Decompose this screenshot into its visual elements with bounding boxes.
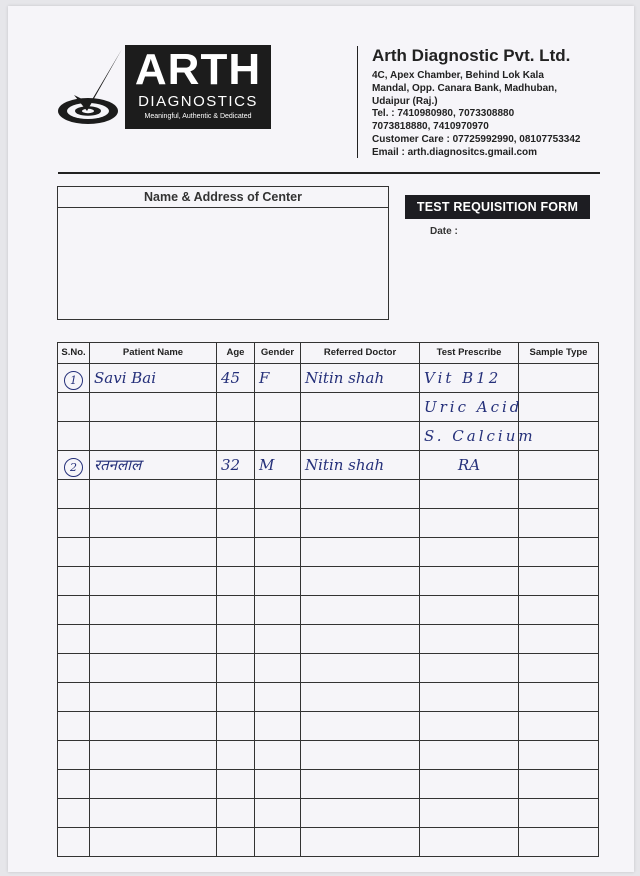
date-label: Date :	[430, 226, 458, 237]
cell-test	[420, 683, 519, 712]
cell-sample	[519, 654, 599, 683]
cell-test	[420, 712, 519, 741]
cell-age	[217, 451, 255, 480]
cell-gender	[255, 567, 301, 596]
cell-sample	[519, 828, 599, 857]
handwritten-gender: F	[259, 369, 270, 387]
cell-sno	[58, 799, 90, 828]
cell-sample	[519, 480, 599, 509]
cell-sample	[519, 393, 599, 422]
handwritten-sno: 1	[64, 371, 83, 390]
cell-test	[420, 596, 519, 625]
cell-doctor	[301, 828, 420, 857]
cell-sample	[519, 712, 599, 741]
cell-test	[420, 364, 519, 393]
handwritten-name: रतनलाल	[94, 456, 142, 474]
handwritten-name: Savi Bai	[94, 369, 157, 387]
cell-test	[420, 770, 519, 799]
cell-sample	[519, 596, 599, 625]
cell-name	[90, 654, 217, 683]
cell-sno	[58, 683, 90, 712]
company-info	[372, 46, 622, 160]
cell-test	[420, 741, 519, 770]
cell-name	[90, 538, 217, 567]
cell-name	[90, 712, 217, 741]
cell-gender	[255, 509, 301, 538]
table-row	[58, 683, 599, 712]
cell-doctor	[301, 654, 420, 683]
table-row	[58, 538, 599, 567]
cell-gender	[255, 712, 301, 741]
cell-sno	[58, 364, 90, 393]
cell-age	[217, 828, 255, 857]
cell-age	[217, 799, 255, 828]
center-address-box	[57, 186, 389, 320]
table-row	[58, 393, 599, 422]
cell-doctor	[301, 451, 420, 480]
cell-test	[420, 567, 519, 596]
cell-age	[217, 422, 255, 451]
table-row	[58, 596, 599, 625]
table-row	[58, 451, 599, 480]
handwritten-test: Vit B12	[424, 369, 502, 387]
table-row	[58, 654, 599, 683]
header-sample-type: Sample Type	[519, 343, 599, 364]
tel-line: Tel. : 7410980980, 7073308880	[372, 108, 515, 120]
address-line: Mandal, Opp. Canara Bank, Madhuban,	[372, 82, 558, 94]
cell-test	[420, 509, 519, 538]
cell-sno	[58, 422, 90, 451]
brand-sub: DIAGNOSTICS	[138, 93, 258, 110]
cell-gender	[255, 393, 301, 422]
cell-age	[217, 654, 255, 683]
handwritten-age: 32	[221, 456, 241, 474]
cell-sample	[519, 625, 599, 654]
table-row	[58, 741, 599, 770]
handwritten-doctor: Nitin shah	[305, 369, 385, 387]
cell-test	[420, 538, 519, 567]
cell-test	[420, 422, 536, 451]
cell-gender	[255, 625, 301, 654]
cell-age	[217, 538, 255, 567]
cell-sample	[519, 741, 599, 770]
table-row	[58, 828, 599, 857]
cell-sample	[519, 567, 599, 596]
cell-doctor	[301, 683, 420, 712]
cell-sno	[58, 741, 90, 770]
handwritten-doctor: Nitin shah	[305, 456, 385, 474]
form-title: TEST REQUISITION FORM	[405, 195, 590, 219]
address-line: Udaipur (Raj.)	[372, 95, 438, 107]
cell-doctor	[301, 538, 420, 567]
cell-gender	[255, 799, 301, 828]
cell-name	[90, 799, 217, 828]
cell-gender	[255, 596, 301, 625]
cell-sample	[519, 538, 599, 567]
customer-care: Customer Care : 07725992990, 08107753342	[372, 133, 581, 145]
address-line: 4C, Apex Chamber, Behind Lok Kala	[372, 70, 544, 81]
handwritten-test: Uric Acid	[424, 398, 523, 416]
table-row	[58, 567, 599, 596]
header-patient-name: Patient Name	[90, 343, 217, 364]
brand-logo	[125, 45, 271, 129]
tel-line: 7073818880, 7410970970	[372, 121, 489, 133]
cell-sno	[58, 712, 90, 741]
patient-table	[57, 342, 599, 857]
cell-gender	[255, 451, 301, 480]
table-row	[58, 422, 599, 451]
cell-age	[217, 741, 255, 770]
cell-name	[90, 596, 217, 625]
cell-name	[90, 625, 217, 654]
cell-name	[90, 364, 217, 393]
cell-age	[217, 683, 255, 712]
cell-doctor	[301, 741, 420, 770]
cell-doctor	[301, 422, 420, 451]
cell-test	[420, 828, 519, 857]
header-gender: Gender	[255, 343, 301, 364]
cell-name	[90, 451, 217, 480]
email: Email : arth.diagnositcs.gmail.com	[372, 146, 538, 158]
table-row	[58, 509, 599, 538]
cell-test	[420, 480, 519, 509]
cell-sno	[58, 654, 90, 683]
cell-name	[90, 770, 217, 799]
header-divider	[357, 46, 358, 158]
target-check-logo-icon	[54, 45, 126, 129]
cell-name	[90, 828, 217, 857]
header-referred-doctor: Referred Doctor	[301, 343, 420, 364]
cell-sample	[519, 509, 599, 538]
cell-age	[217, 364, 255, 393]
brand-word: ARTH	[134, 45, 262, 94]
table-header-row	[58, 343, 599, 364]
cell-sno	[58, 770, 90, 799]
handwritten-sno: 2	[64, 458, 83, 477]
center-box-heading: Name & Address of Center	[58, 187, 388, 208]
cell-name	[90, 422, 217, 451]
cell-doctor	[301, 480, 420, 509]
cell-age	[217, 596, 255, 625]
cell-gender	[255, 654, 301, 683]
cell-test	[420, 393, 523, 422]
cell-test	[420, 625, 519, 654]
cell-gender	[255, 770, 301, 799]
cell-doctor	[301, 509, 420, 538]
cell-test	[420, 451, 519, 480]
cell-age	[217, 625, 255, 654]
cell-name	[90, 741, 217, 770]
brand-tagline: Meaningful, Authentic & Dedicated	[144, 113, 252, 120]
cell-age	[217, 480, 255, 509]
header-test-prescribe: Test Prescribe	[420, 343, 519, 364]
cell-sample	[519, 770, 599, 799]
cell-sno	[58, 393, 90, 422]
cell-doctor	[301, 712, 420, 741]
cell-age	[217, 770, 255, 799]
cell-gender	[255, 480, 301, 509]
cell-test	[420, 799, 519, 828]
cell-sno	[58, 451, 90, 480]
cell-age	[217, 712, 255, 741]
cell-doctor	[301, 393, 420, 422]
cell-age	[217, 393, 255, 422]
cell-name	[90, 393, 217, 422]
table-row	[58, 770, 599, 799]
handwritten-age: 45	[221, 369, 241, 387]
cell-sno	[58, 625, 90, 654]
cell-sample	[519, 799, 599, 828]
header-rule	[58, 172, 600, 174]
cell-sample	[519, 364, 599, 393]
table-row	[58, 480, 599, 509]
cell-doctor	[301, 625, 420, 654]
cell-name	[90, 480, 217, 509]
handwritten-gender: M	[259, 456, 275, 474]
cell-age	[217, 567, 255, 596]
cell-sample	[519, 451, 599, 480]
cell-test	[420, 654, 519, 683]
cell-name	[90, 509, 217, 538]
cell-age	[217, 509, 255, 538]
header-age: Age	[217, 343, 255, 364]
handwritten-test: RA	[457, 456, 481, 474]
table-row	[58, 799, 599, 828]
cell-sno	[58, 538, 90, 567]
cell-sno	[58, 567, 90, 596]
table-row	[58, 712, 599, 741]
cell-doctor	[301, 364, 420, 393]
table-row	[58, 364, 599, 393]
cell-gender	[255, 538, 301, 567]
cell-doctor	[301, 567, 420, 596]
company-name: Arth Diagnostic Pvt. Ltd.	[372, 46, 571, 65]
header-sno: S.No.	[58, 343, 90, 364]
cell-sample	[519, 683, 599, 712]
cell-gender	[255, 828, 301, 857]
cell-sno	[58, 509, 90, 538]
cell-gender	[255, 422, 301, 451]
cell-sno	[58, 480, 90, 509]
cell-doctor	[301, 799, 420, 828]
cell-sno	[58, 828, 90, 857]
cell-name	[90, 683, 217, 712]
handwritten-test: S. Calcium	[424, 427, 536, 445]
cell-gender	[255, 364, 301, 393]
cell-gender	[255, 683, 301, 712]
cell-doctor	[301, 596, 420, 625]
cell-name	[90, 567, 217, 596]
cell-doctor	[301, 770, 420, 799]
cell-gender	[255, 741, 301, 770]
cell-sno	[58, 596, 90, 625]
table-row	[58, 625, 599, 654]
